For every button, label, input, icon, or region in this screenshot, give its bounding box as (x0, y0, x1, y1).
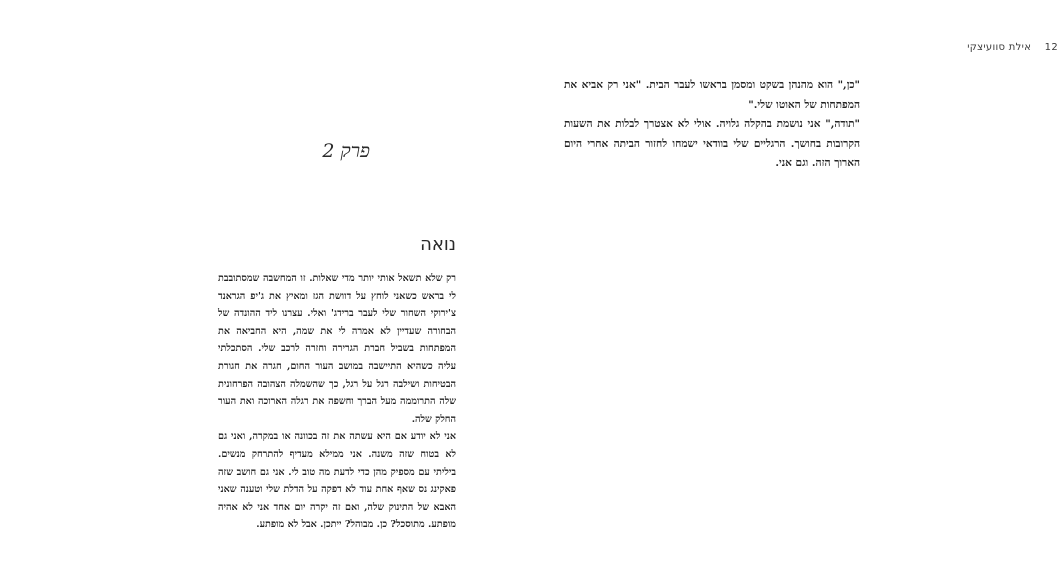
paragraph: אני לא יודע אם היא עשתה את זה בכוונה או במקרה, ואני גם לא בטוח שזה משנה. אני ממילא מעדיף להתרחק מנשים. ביליתי עם מספיק מהן כדי לדעת מה טוב לי. אני גם חושב שזה פאקינג נס שאף אחת עוד לא דפקה על הדלת שלי וטענה שאני האבא של התינוק שלה, ואם זה יקרה יום אחד אני לא אהיה מופתע. מתוסכל? כן. מבוהל? ייתכן. אבל לא מופתע. (218, 431, 456, 531)
running-head-author: אילת סוועיצקי (967, 42, 1032, 53)
paragraph: רק שלא תשאל אותי יותר מדי שאלות. זו המחשבה שמסתובבת לי בראש כשאני לוחץ על דוושת הגז ומאיץ את ג'יפ הגראנד צ'ירוקי השחור שלי לעבר ברידג' ואלי. עצרנו ליד ההונדה של הבחורה שעדיין לא אמרה לי את שמה, היא החביאה את המפתחות בשביל חברת הגרירה וחזרה לרכב שלי. הסתכלתי עליה כשהיא התיישבה במושב העור החום, חגרה את חגורת הבטיחות ושילבה רגל על רגל, כך שהשמלה הצהובה הפרחונית שלה התרוממה מעל הברך וחשפה את רגלה הארוכה ואת העור החלק שלה. (218, 273, 456, 425)
left-page (0, 0, 512, 576)
paragraph: "כן," הוא מהנהן בשקט ומסמן בראשו לעבר הבית. "אני רק אביא את המפתחות של האוטו שלי." (564, 79, 860, 111)
running-head (762, 42, 1058, 53)
paragraph: "תודה," אני נושמת בהקלה גלויה. אולי לא אצטרך לבלות את השעות הקרובות בחושך. הרגליים שלי בוודאי ישמחו לחזור הביתה אחרי היום הארוך הזה. וגם אני. (564, 118, 860, 169)
page-number: 12 (1044, 42, 1058, 53)
continued-text (564, 76, 860, 174)
chapter-heading: פרק 2 (322, 140, 370, 162)
right-page (512, 0, 1058, 576)
narrator-name: נואה (420, 234, 456, 255)
chapter-body (218, 270, 456, 534)
